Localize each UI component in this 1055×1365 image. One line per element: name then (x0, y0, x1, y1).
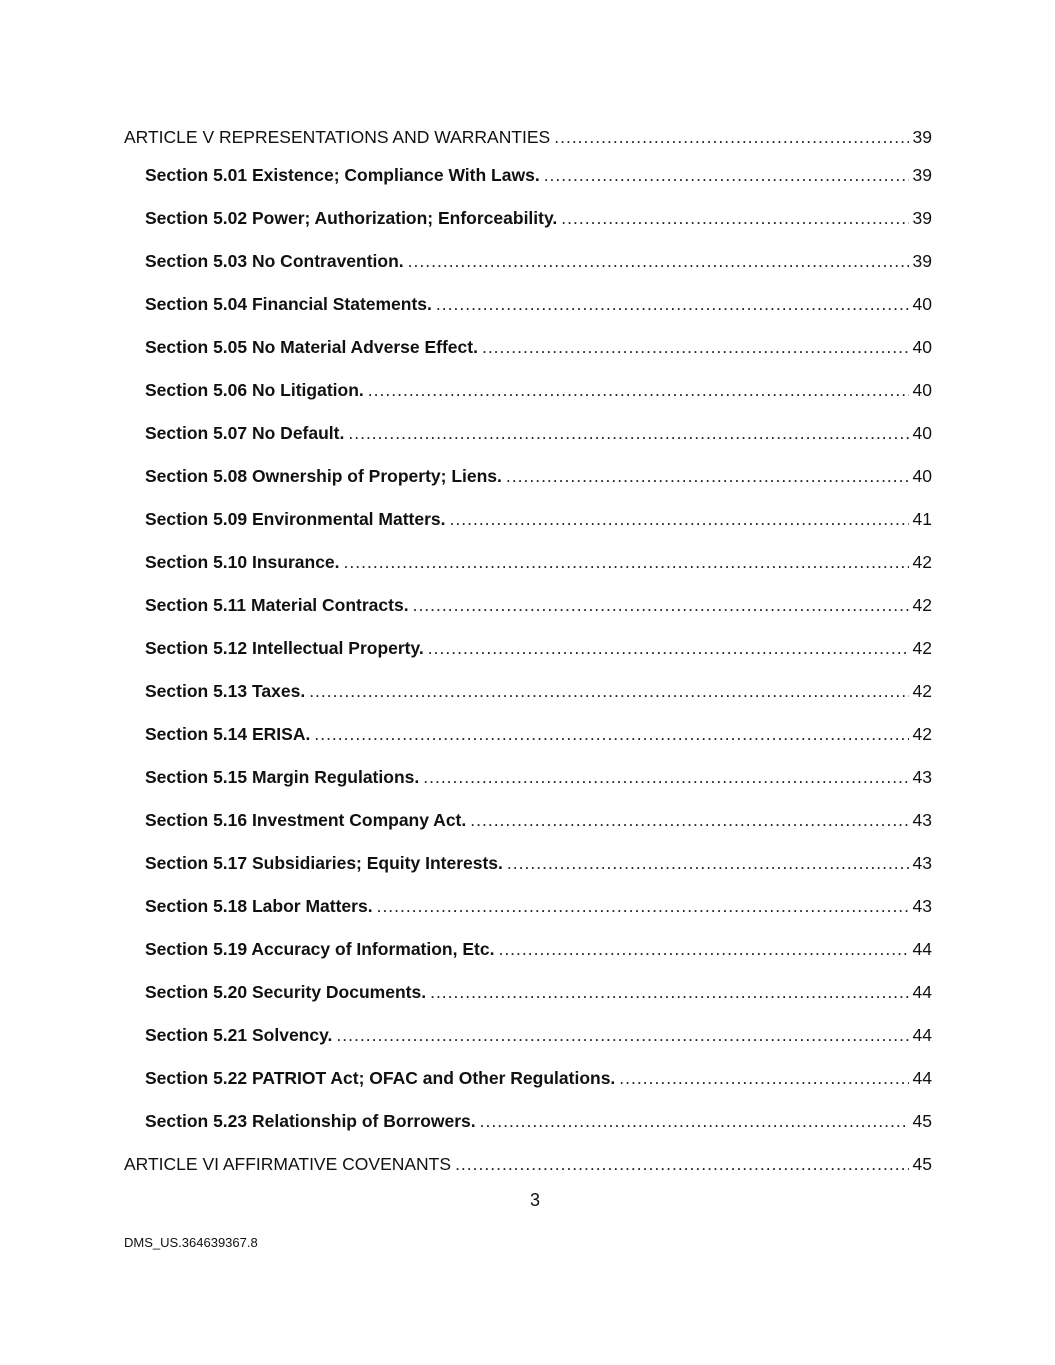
toc-entry-title: Section 5.05 No Material Adverse Effect. (145, 337, 478, 357)
toc-dot-leader (348, 420, 908, 446)
toc-entry-page: 44 (912, 1068, 932, 1088)
toc-entry-title: Section 5.12 Intellectual Property. (145, 638, 424, 658)
toc-entry-title: Section 5.04 Financial Statements. (145, 294, 432, 314)
toc-entry-title: Section 5.02 Power; Authorization; Enforceability. (145, 208, 558, 228)
toc-section-entry[interactable] (124, 291, 932, 334)
toc-entry-page: 45 (912, 1111, 932, 1131)
toc-entry-title: Section 5.01 Existence; Compliance With Laws. (145, 165, 540, 185)
toc-entry-page: 40 (912, 337, 932, 357)
toc-dot-leader (309, 678, 908, 704)
toc-dot-leader (314, 721, 908, 747)
toc-entry-page: 44 (912, 982, 932, 1002)
toc-dot-leader (450, 506, 909, 532)
toc-section-entry[interactable] (124, 1108, 932, 1151)
page-number: 3 (529, 1190, 540, 1210)
toc-entry-page: 44 (912, 1025, 932, 1045)
toc-section-entry[interactable] (124, 678, 932, 721)
toc-section-entry[interactable] (124, 850, 932, 893)
toc-section-entry[interactable] (124, 1022, 932, 1065)
toc-entry-page: 45 (912, 1154, 932, 1174)
toc-section-entry[interactable] (124, 635, 932, 678)
toc-dot-leader (498, 936, 908, 962)
toc-article-entry[interactable] (124, 1151, 932, 1191)
toc-section-entry[interactable] (124, 764, 932, 807)
toc-section-entry[interactable] (124, 420, 932, 463)
toc-entry-title: Section 5.06 No Litigation. (145, 380, 364, 400)
toc-entry-title: Section 5.18 Labor Matters. (145, 896, 373, 916)
toc-entry-title: Section 5.07 No Default. (145, 423, 345, 443)
toc-entry-page: 39 (912, 165, 932, 185)
toc-entry-page: 40 (912, 466, 932, 486)
toc-dot-leader (554, 124, 908, 150)
toc-entry-title: Section 5.23 Relationship of Borrowers. (145, 1111, 476, 1131)
toc-dot-leader (544, 162, 909, 188)
document-id: DMS_US.364639367.8 (124, 1235, 258, 1250)
toc-section-entry[interactable] (124, 377, 932, 420)
toc-dot-leader (482, 334, 909, 360)
toc-section-entry[interactable] (124, 248, 932, 291)
table-of-contents (124, 124, 932, 1191)
toc-entry-title: Section 5.10 Insurance. (145, 552, 340, 572)
toc-entry-title: ARTICLE V REPRESENTATIONS AND WARRANTIES (124, 127, 551, 147)
toc-entry-title: Section 5.16 Investment Company Act. (145, 810, 467, 830)
toc-entry-title: Section 5.14 ERISA. (145, 724, 311, 744)
toc-section-entry[interactable] (124, 807, 932, 850)
toc-article-entry[interactable] (124, 124, 932, 162)
toc-dot-leader (470, 807, 908, 833)
toc-entry-title: Section 5.17 Subsidiaries; Equity Interests. (145, 853, 503, 873)
toc-section-entry[interactable] (124, 205, 932, 248)
toc-entry-page: 42 (912, 681, 932, 701)
toc-dot-leader (423, 764, 908, 790)
toc-entry-page: 42 (912, 552, 932, 572)
toc-section-entry[interactable] (124, 549, 932, 592)
toc-dot-leader (619, 1065, 908, 1091)
toc-entry-page: 44 (912, 939, 932, 959)
toc-entry-page: 40 (912, 423, 932, 443)
toc-dot-leader (408, 248, 909, 274)
toc-section-entry[interactable] (124, 979, 932, 1022)
toc-dot-leader (507, 850, 909, 876)
toc-section-entry[interactable] (124, 334, 932, 377)
toc-dot-leader (506, 463, 909, 489)
toc-section-entry[interactable] (124, 506, 932, 549)
toc-entry-title: Section 5.13 Taxes. (145, 681, 306, 701)
toc-dot-leader (336, 1022, 908, 1048)
toc-section-entry[interactable] (124, 162, 932, 205)
toc-dot-leader (430, 979, 908, 1005)
toc-entry-title: Section 5.03 No Contravention. (145, 251, 404, 271)
toc-entry-title: ARTICLE VI AFFIRMATIVE COVENANTS (124, 1154, 452, 1174)
toc-entry-title: Section 5.15 Margin Regulations. (145, 767, 420, 787)
toc-entry-title: Section 5.08 Ownership of Property; Liens. (145, 466, 502, 486)
toc-section-entry[interactable] (124, 893, 932, 936)
toc-entry-page: 41 (912, 509, 932, 529)
toc-section-entry[interactable] (124, 936, 932, 979)
toc-entry-title: Section 5.11 Material Contracts. (145, 595, 409, 615)
toc-section-entry[interactable] (124, 463, 932, 506)
toc-section-entry[interactable] (124, 1065, 932, 1108)
toc-entry-page: 42 (912, 638, 932, 658)
toc-section-entry[interactable] (124, 592, 932, 635)
toc-entry-page: 40 (912, 294, 932, 314)
toc-dot-leader (413, 592, 909, 618)
toc-entry-page: 43 (912, 810, 932, 830)
toc-dot-leader (344, 549, 909, 575)
toc-entry-title: Section 5.19 Accuracy of Information, Etc. (145, 939, 495, 959)
toc-entry-title: Section 5.09 Environmental Matters. (145, 509, 446, 529)
toc-entry-page: 39 (912, 251, 932, 271)
toc-entry-page: 40 (912, 380, 932, 400)
toc-entry-page: 43 (912, 767, 932, 787)
toc-dot-leader (455, 1151, 908, 1177)
toc-dot-leader (377, 893, 909, 919)
toc-section-entry[interactable] (124, 721, 932, 764)
toc-dot-leader (561, 205, 908, 231)
toc-dot-leader (368, 377, 909, 403)
toc-entry-page: 39 (912, 127, 932, 147)
toc-entry-page: 39 (912, 208, 932, 228)
toc-entry-page: 43 (912, 853, 932, 873)
toc-entry-page: 42 (912, 724, 932, 744)
toc-entry-title: Section 5.20 Security Documents. (145, 982, 427, 1002)
toc-entry-page: 42 (912, 595, 932, 615)
toc-dot-leader (480, 1108, 909, 1134)
toc-dot-leader (428, 635, 909, 661)
toc-entry-page: 43 (912, 896, 932, 916)
toc-entry-title: Section 5.21 Solvency. (145, 1025, 333, 1045)
toc-entry-title: Section 5.22 PATRIOT Act; OFAC and Other Regulations. (145, 1068, 616, 1088)
toc-dot-leader (436, 291, 909, 317)
